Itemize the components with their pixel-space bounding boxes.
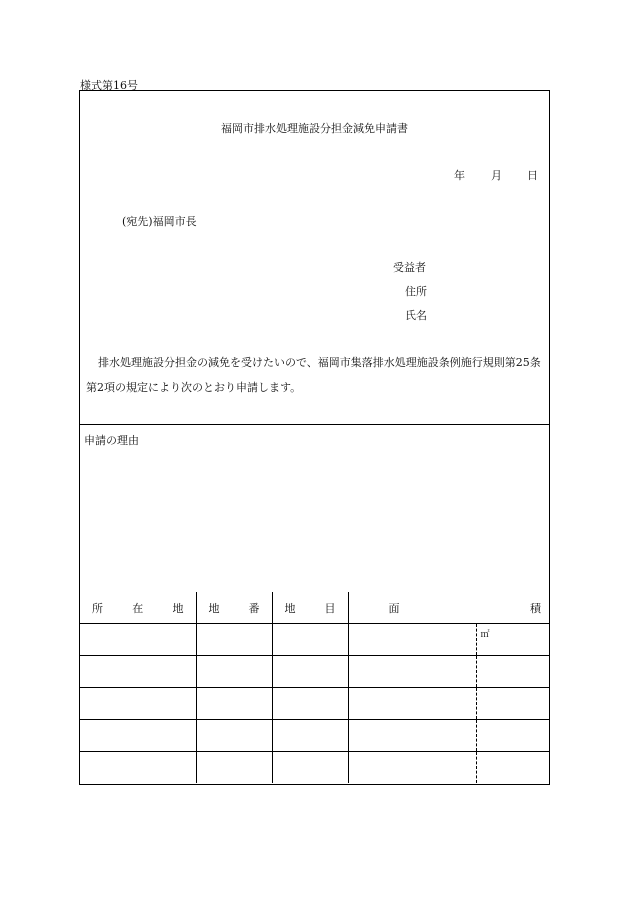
area-unit: ㎡ — [480, 630, 490, 640]
form-number: 様式第16号 — [80, 79, 138, 92]
name-label: 氏名 — [405, 309, 427, 322]
land-category-cell[interactable] — [272, 752, 348, 784]
header-location-char: 在 — [132, 601, 144, 615]
area-decimal-cell[interactable] — [476, 624, 549, 656]
header-location — [80, 592, 196, 624]
header-lot-char: 番 — [248, 601, 260, 615]
beneficiary-label: 受益者 — [393, 261, 426, 274]
header-area-char: 積 — [530, 601, 541, 615]
header-land-category — [272, 592, 348, 624]
location-cell[interactable] — [80, 624, 196, 656]
land-table — [80, 592, 549, 783]
land-table-header — [80, 592, 549, 624]
land-category-cell[interactable] — [272, 624, 348, 656]
location-cell[interactable] — [80, 688, 196, 720]
header-category-char: 目 — [324, 601, 336, 615]
date-year-label: 年 — [454, 169, 465, 182]
header-area-char: 面 — [388, 601, 400, 615]
form-title: 福岡市排水処理施設分担金減免申請書 — [221, 122, 408, 135]
land-category-cell[interactable] — [272, 656, 348, 688]
area-cell[interactable] — [348, 688, 476, 720]
section-divider — [80, 424, 549, 425]
area-cell[interactable] — [348, 720, 476, 752]
table-row — [80, 752, 549, 784]
land-category-cell[interactable] — [272, 720, 348, 752]
location-cell[interactable] — [80, 720, 196, 752]
header-area — [348, 592, 549, 624]
header-category-char: 地 — [284, 601, 296, 615]
area-cell[interactable] — [348, 624, 476, 656]
addressee: (宛先)福岡市長 — [122, 215, 197, 228]
table-row — [80, 720, 549, 752]
area-decimal-cell[interactable] — [476, 720, 549, 752]
land-category-cell[interactable] — [272, 688, 348, 720]
lot-number-cell[interactable] — [196, 624, 272, 656]
address-label: 住所 — [405, 285, 427, 298]
application-statement: 排水処理施設分担金の減免を受けたいので、福岡市集落排水処理施設条例施行規則第25条第2項の規定により次のとおり申請します。 — [86, 356, 541, 394]
date-day-label: 日 — [527, 169, 538, 182]
table-row — [80, 624, 549, 656]
area-cell[interactable] — [348, 656, 476, 688]
area-decimal-cell[interactable] — [476, 656, 549, 688]
location-cell[interactable] — [80, 656, 196, 688]
lot-number-cell[interactable] — [196, 688, 272, 720]
application-form — [79, 90, 550, 785]
table-row — [80, 688, 549, 720]
area-decimal-cell[interactable] — [476, 688, 549, 720]
lot-number-cell[interactable] — [196, 752, 272, 784]
header-lot-number — [196, 592, 272, 624]
header-lot-char: 地 — [208, 601, 220, 615]
table-row — [80, 656, 549, 688]
location-cell[interactable] — [80, 752, 196, 784]
area-cell[interactable] — [348, 752, 476, 784]
lot-number-cell[interactable] — [196, 656, 272, 688]
header-location-char: 地 — [172, 601, 184, 615]
reason-label: 申請の理由 — [84, 434, 139, 447]
header-location-char: 所 — [92, 601, 103, 615]
area-decimal-cell[interactable] — [476, 752, 549, 784]
lot-number-cell[interactable] — [196, 720, 272, 752]
date-month-label: 月 — [491, 169, 502, 182]
